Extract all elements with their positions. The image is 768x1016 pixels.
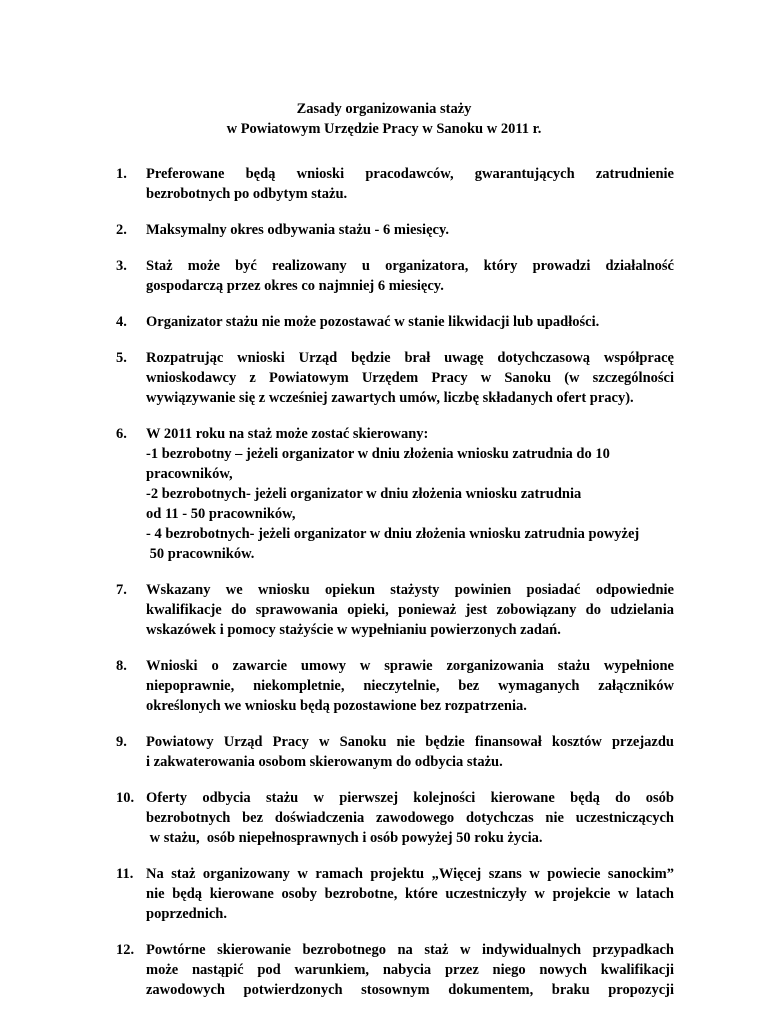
list-item	[116, 940, 674, 1000]
item-number: 5.	[116, 350, 127, 366]
item-line: wskazówek i pomocy stażyście w wypełnianiu powierzonych zadań.	[146, 622, 561, 638]
item-line: poprzednich.	[146, 906, 227, 922]
list-item	[116, 732, 674, 772]
document-title	[0, 99, 768, 139]
rules-list	[116, 164, 674, 1016]
item-line: Powtórne skierowanie bezrobotnego na staż w indywidualnych przypadkach	[146, 942, 674, 958]
item-line: Rozpatrując wnioski Urząd będzie brał uwagę dotychczasową współpracę	[146, 350, 674, 366]
item-line: od 11 - 50 pracowników,	[146, 506, 296, 522]
item-line: - 4 bezrobotnych- jeżeli organizator w dniu złożenia wniosku zatrudnia powyżej	[146, 526, 640, 542]
item-line: w stażu, osób niepełnosprawnych i osób powyżej 50 roku życia.	[146, 830, 543, 846]
item-number: 2.	[116, 222, 127, 238]
item-line: pracowników,	[146, 466, 233, 482]
item-line: kwalifikacje do sprawowania opieki, ponieważ jest zobowiązany do udzielania	[146, 602, 674, 618]
item-line: Powiatowy Urząd Pracy w Sanoku nie będzie finansował kosztów przejazdu	[146, 734, 674, 750]
item-line: 50 pracowników.	[146, 546, 255, 562]
item-number: 1.	[116, 166, 127, 182]
item-number: 4.	[116, 314, 127, 330]
item-line: gospodarczą przez okres co najmniej 6 miesięcy.	[146, 278, 444, 294]
item-number: 6.	[116, 426, 127, 442]
item-number: 7.	[116, 582, 127, 598]
item-number: 12.	[116, 942, 135, 958]
item-line: Na staż organizowany w ramach projektu „Więcej szans w powiecie sanockim”	[146, 866, 674, 882]
list-item	[116, 864, 674, 924]
item-line: Wnioski o zawarcie umowy w sprawie zorganizowania stażu wypełnione	[146, 658, 674, 674]
item-line: wnioskodawcy z Powiatowym Urzędem Pracy w Sanoku (w szczególności	[146, 370, 674, 386]
item-line: i zakwaterowania osobom skierowanym do odbycia stażu.	[146, 754, 503, 770]
item-line: niepoprawnie, niekompletnie, nieczytelnie, bez wymaganych załączników	[146, 678, 674, 694]
list-item	[116, 788, 674, 848]
item-line: określonych we wniosku będą pozostawione bez rozpatrzenia.	[146, 698, 527, 714]
item-line: -2 bezrobotnych- jeżeli organizator w dniu złożenia wniosku zatrudnia	[146, 486, 582, 502]
item-line: W 2011 roku na staż może zostać skierowany:	[146, 426, 429, 442]
list-item	[116, 256, 674, 296]
title-line-2: w Powiatowym Urzędzie Pracy w Sanoku w 2011 r.	[226, 121, 542, 137]
item-line: Maksymalny okres odbywania stażu - 6 miesięcy.	[146, 222, 450, 238]
list-item	[116, 424, 674, 564]
item-line: nie będą kierowane osoby bezrobotne, które uczestniczyły w projekcie w latach	[146, 886, 674, 902]
item-line: zawodowych potwierdzonych stosownym dokumentem, braku propozycji	[146, 982, 674, 998]
item-line: bezrobotnych po odbytym stażu.	[146, 186, 348, 202]
list-item	[116, 580, 674, 640]
item-line: Staż może być realizowany u organizatora, który prowadzi działalność	[146, 258, 674, 274]
item-number: 10.	[116, 790, 135, 806]
item-line: Preferowane będą wnioski pracodawców, gwarantujących zatrudnienie	[146, 166, 674, 182]
item-line: Oferty odbycia stażu w pierwszej kolejności kierowane będą do osób	[146, 790, 674, 806]
title-line-1: Zasady organizowania staży	[296, 101, 472, 117]
item-line: Organizator stażu nie może pozostawać w stanie likwidacji lub upadłości.	[146, 314, 600, 330]
item-number: 9.	[116, 734, 127, 750]
item-number: 8.	[116, 658, 127, 674]
item-number: 11.	[116, 866, 134, 882]
item-line: może nastąpić pod warunkiem, nabycia przez niego nowych kwalifikacji	[146, 962, 674, 978]
item-number: 3.	[116, 258, 127, 274]
item-line: Wskazany we wniosku opiekun stażysty powinien posiadać odpowiednie	[146, 582, 674, 598]
list-item	[116, 312, 674, 332]
list-item	[116, 656, 674, 716]
item-line: bezrobotnych bez doświadczenia zawodowego dotychczas nie uczestniczących	[146, 810, 674, 826]
item-line: -1 bezrobotny – jeżeli organizator w dniu złożenia wniosku zatrudnia do 10	[146, 446, 610, 462]
list-item	[116, 220, 674, 240]
item-line: wywiązywanie się z wcześniej zawartych umów, liczbę składanych ofert pracy).	[146, 390, 634, 406]
list-item	[116, 164, 674, 204]
list-item	[116, 348, 674, 408]
